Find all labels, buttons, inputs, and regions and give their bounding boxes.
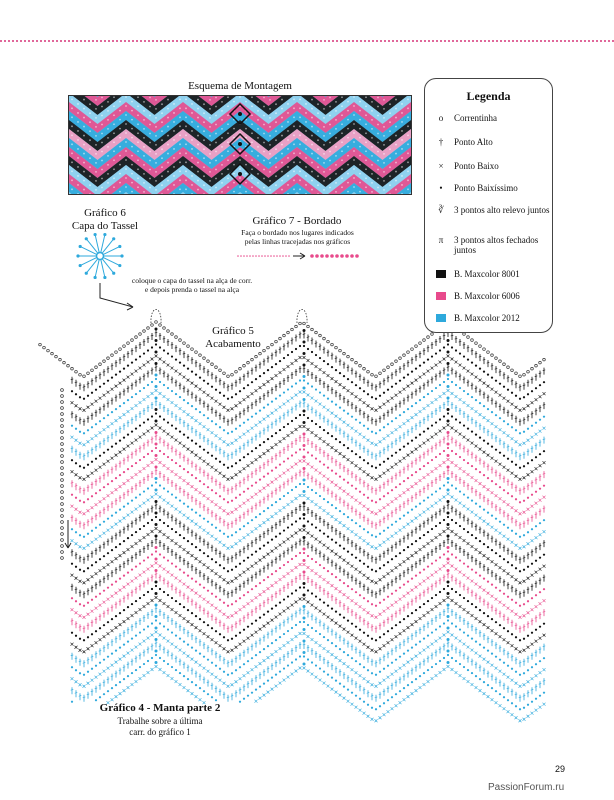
grafico6-title-line2: Capa do Tassel [71, 220, 139, 232]
page-number: 29 [555, 764, 566, 774]
chart-rows [71, 328, 546, 723]
acabamento-edge [39, 310, 546, 560]
single-crochet-icon: × [438, 161, 444, 171]
legend-label: B. Maxcolor 6006 [454, 291, 520, 301]
legend-label: Ponto Baixíssimo [454, 183, 518, 193]
color-swatch-black [436, 270, 446, 278]
bordado-dashed-line [237, 253, 359, 259]
montage-title: Esquema de Montagem [188, 80, 292, 92]
double-crochet-icon: † [438, 137, 444, 147]
grafico4-note [85, 716, 235, 738]
color-swatch-blue [436, 314, 446, 322]
grafico5-title-line1: Gráfico 5 [212, 325, 254, 337]
grafico7-note-line2: pelas linhas tracejadas nos gráficos [244, 237, 351, 246]
grafico5-title-line2: Acabamento [205, 338, 261, 350]
legend-box [424, 78, 553, 333]
tassel-note-line2: e depois prenda o tassel na alça [144, 285, 240, 294]
legend-label: 3 pontos alto relevo juntos [454, 205, 550, 215]
3dc-relief-cluster-icon: ∛ [438, 205, 444, 215]
legend-label: Ponto Alto [454, 137, 493, 147]
grafico6-title-line1: Gráfico 6 [84, 207, 126, 219]
legend-label: Ponto Baixo [454, 161, 499, 171]
grafico4-note-line2: carr. do gráfico 1 [129, 727, 191, 737]
watermark: PassionForum.ru [488, 782, 565, 793]
legend-label: Correntinha [454, 113, 497, 123]
grafico7-title: Gráfico 7 - Bordado [252, 215, 342, 227]
grafico4-note-line1: Trabalhe sobre a última [117, 716, 203, 726]
slip-stitch-icon: • [439, 183, 443, 193]
tassel-star-icon [76, 233, 123, 279]
grafico7-note-line1: Faça o bordado nos lugares indicados [241, 228, 354, 237]
tassel-arrow [100, 283, 133, 310]
legend-label: B. Maxcolor 2012 [454, 313, 520, 323]
3dc-together-icon: π [438, 235, 444, 245]
legend-label: B. Maxcolor 8001 [454, 269, 520, 279]
color-swatch-pink [436, 292, 446, 300]
tassel-note-line1: coloque o capa do tassel na alça de corr. [131, 276, 253, 285]
legend-label: 3 pontos altos fechados juntos [454, 235, 539, 255]
grafico4-title: Gráfico 4 - Manta parte 2 [99, 702, 221, 714]
chain-stitch-icon: o [438, 113, 444, 123]
legend-title: Legenda [466, 89, 511, 103]
